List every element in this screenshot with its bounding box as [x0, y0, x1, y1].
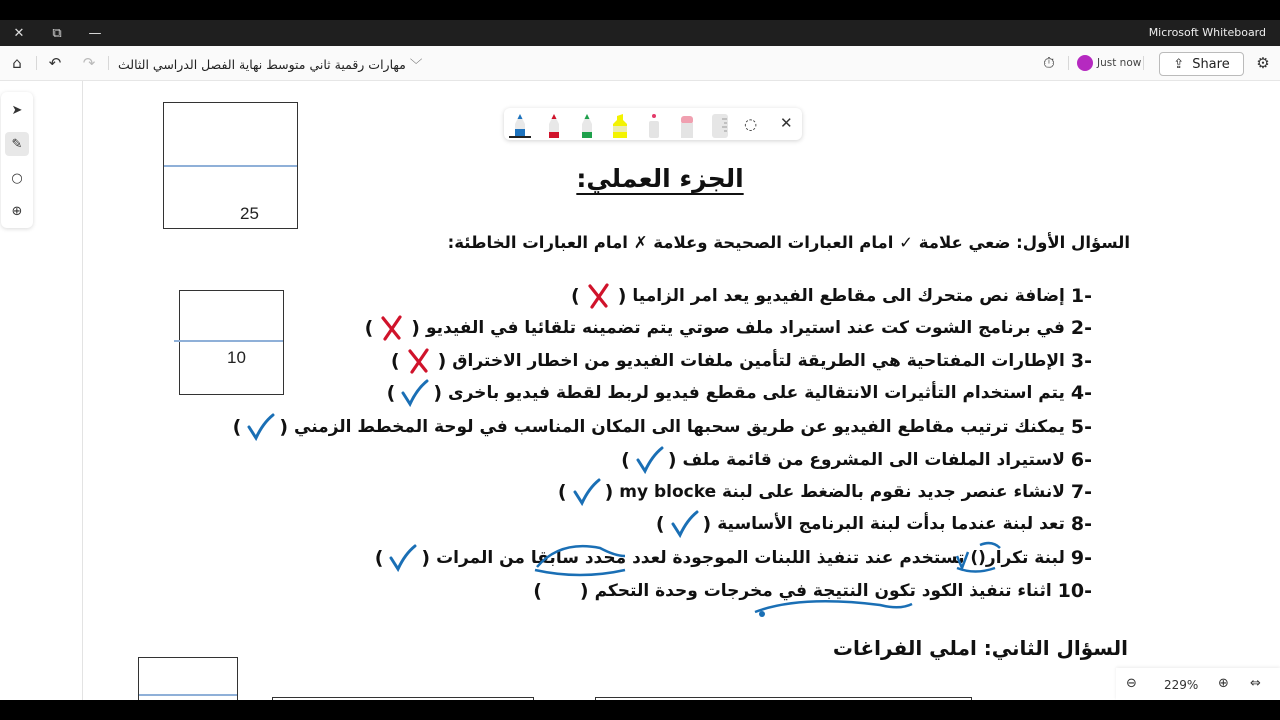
highlighter-icon[interactable]	[609, 112, 631, 138]
share-label: Share	[1192, 56, 1230, 72]
answer-slot[interactable]: ( )	[621, 446, 676, 474]
pen-tray	[504, 108, 802, 140]
minimize-icon: —	[88, 25, 102, 41]
score-total: 25	[240, 204, 259, 223]
settings-button[interactable]	[1254, 54, 1272, 72]
item-text: اثناء تنفيذ الكود تكون النتيجة في مخرجات وحدة التحكم	[594, 581, 1052, 601]
minimize-window-button[interactable]	[77, 20, 113, 46]
chevron-down-icon: ﹀	[405, 57, 423, 72]
item-text: تعد لبنة عندما بدأت لبنة البرنامج الأساسية	[717, 514, 1065, 534]
share-icon: ⇪	[1173, 56, 1185, 72]
statement-item	[387, 378, 1092, 408]
item-text: يمكنك ترتيب مقاطع الفيديو عن طريق سحبها الى المكان المناسب في لوحة المخطط الزمني	[294, 417, 1065, 437]
statement-item	[375, 543, 1092, 573]
answer-slot[interactable]: ( )	[387, 379, 442, 407]
comment-icon: ○	[11, 170, 23, 186]
check-mark-icon	[571, 478, 601, 506]
score-box[interactable]	[163, 102, 298, 229]
item-number: -5	[1070, 416, 1092, 438]
restore-window-button[interactable]	[39, 20, 75, 46]
item-text: يتم استخدام التأثيرات الانتقالية على مقطع فيديو لربط لقطة فيديو باخرى	[448, 383, 1065, 403]
redo-button[interactable]	[80, 54, 98, 72]
letterbox-bottom	[0, 700, 1280, 720]
home-icon: ⌂	[12, 54, 22, 72]
comment-tool-button[interactable]	[5, 166, 29, 190]
redo-icon: ↷	[82, 54, 96, 72]
question-1-instruction: السؤال الأول: ضعي علامة ✓ امام العبارات الصحيحة وعلامة ✗ امام العبارات الخاطئة:	[447, 233, 1130, 252]
statement-item	[533, 576, 1092, 606]
score-box[interactable]	[179, 290, 284, 395]
close-icon: ✕	[13, 25, 25, 41]
share-button[interactable]	[1159, 52, 1244, 76]
ink-dot	[759, 611, 765, 617]
green-pen-icon[interactable]	[576, 112, 598, 138]
item-text: لاستيراد الملفات الى المشروع من قائمة ملف	[682, 450, 1065, 470]
divider	[36, 56, 37, 70]
item-text: في برنامج الشوت كت عند استيراد ملف صوتي يتم تضمينه تلقائيا في الفيديو	[425, 318, 1065, 338]
save-status: Just now	[1097, 57, 1142, 69]
undo-icon: ↶	[48, 54, 62, 72]
pointer-icon: ➤	[11, 102, 23, 118]
answer-slot[interactable]: ( )	[391, 347, 446, 375]
item-number: -6	[1070, 449, 1092, 471]
add-button[interactable]	[5, 199, 29, 223]
statement-item	[621, 445, 1092, 475]
item-number: -8	[1070, 513, 1092, 535]
statement-item	[365, 313, 1092, 343]
timer-icon: ⏱	[1043, 54, 1055, 72]
pen-tool-button[interactable]	[5, 132, 29, 156]
answer-slot[interactable]: ( )	[233, 413, 288, 441]
item-number: -1	[1070, 285, 1092, 307]
item-number: -4	[1070, 382, 1092, 404]
check-mark-icon	[387, 544, 417, 572]
close-icon: ✕	[780, 114, 793, 132]
item-number: -3	[1070, 350, 1092, 372]
red-pen-icon[interactable]	[543, 112, 565, 138]
plus-circle-icon: ⊕	[11, 203, 23, 219]
lasso-select-button[interactable]	[744, 115, 757, 133]
check-mark-icon	[634, 446, 664, 474]
zoom-in-button[interactable]	[1218, 676, 1229, 691]
answer-slot[interactable]: ( )	[365, 314, 420, 342]
divider-line	[174, 340, 283, 342]
check-mark-icon	[245, 413, 275, 441]
left-tool-panel	[1, 92, 33, 228]
divider	[1068, 56, 1069, 70]
fit-to-screen-button[interactable]	[1250, 676, 1261, 691]
check-mark-icon	[669, 510, 699, 538]
blue-pen-icon[interactable]	[509, 112, 531, 138]
item-number: -10	[1057, 580, 1092, 602]
letterbox-top	[0, 0, 1280, 20]
laser-pointer-icon[interactable]	[643, 112, 665, 138]
board-title: مهارات رقمية ثاني متوسط نهاية الفصل الدراسي الثالث	[118, 57, 406, 72]
divider-line	[164, 165, 297, 167]
close-pen-tray-button[interactable]	[780, 114, 793, 132]
divider-line	[139, 694, 237, 696]
zoom-controls	[1116, 668, 1280, 700]
home-button[interactable]	[8, 54, 26, 72]
item-text: الإطارات المفتاحية هي الطريقة لتأمين ملفات الفيديو من اخطار الاختراق	[452, 351, 1065, 371]
zoom-out-button[interactable]	[1126, 676, 1137, 691]
check-mark-icon	[399, 379, 429, 407]
title-bar	[0, 20, 1280, 46]
question-2-heading: السؤال الثاني: املي الفراغات	[832, 636, 1128, 660]
close-window-button[interactable]	[1, 20, 37, 46]
section-heading: الجزء العملي:	[576, 164, 744, 193]
answer-slot[interactable]: ( )	[375, 544, 430, 572]
score-total: 10	[227, 348, 246, 367]
board-title-dropdown[interactable]	[118, 55, 422, 73]
zoom-out-icon: ⊖	[1126, 676, 1137, 691]
item-text: لبنة تكرار() تستخدم عند تنفيذ اللبنات الموجودة لعدد محدد سابقا من المرات	[436, 548, 1065, 568]
avatar[interactable]	[1077, 55, 1093, 71]
pen-icon: ✎	[11, 136, 23, 152]
answer-slot[interactable]: ( )	[571, 282, 626, 310]
app-title: Microsoft Whiteboard	[1148, 26, 1266, 39]
undo-button[interactable]	[46, 54, 64, 72]
zoom-in-icon: ⊕	[1218, 676, 1229, 691]
item-text: إضافة نص متحرك الى مقاطع الفيديو يعد امر الزاميا	[632, 286, 1065, 306]
statement-item	[558, 477, 1092, 507]
x-mark-icon	[584, 282, 614, 310]
statement-item	[571, 281, 1092, 311]
answer-slot[interactable]: ( )	[533, 577, 588, 605]
item-text: لانشاء عنصر جديد نقوم بالضغط على لبنة my blocke	[619, 482, 1065, 502]
restore-icon: ⧉	[52, 25, 62, 41]
select-tool-button[interactable]	[5, 98, 29, 122]
statement-item	[656, 509, 1092, 539]
item-number: -7	[1070, 481, 1092, 503]
gear-icon: ⚙	[1256, 54, 1270, 72]
top-toolbar	[0, 46, 1280, 81]
lasso-icon: ◌	[744, 115, 758, 133]
divider	[108, 56, 109, 70]
eraser-icon[interactable]	[676, 112, 698, 138]
item-number: -9	[1070, 547, 1092, 569]
item-number: -2	[1070, 317, 1092, 339]
timer-button[interactable]	[1040, 54, 1058, 72]
fit-screen-icon: ⇔	[1250, 676, 1261, 691]
x-mark-icon	[377, 314, 407, 342]
divider	[1143, 56, 1144, 70]
answer-slot[interactable]: ( )	[656, 510, 711, 538]
x-mark-icon	[404, 347, 434, 375]
answer-slot[interactable]: ( )	[558, 478, 613, 506]
zoom-level: 229%	[1164, 678, 1199, 692]
statement-item	[233, 412, 1092, 442]
empty-answer	[546, 577, 576, 605]
statement-item	[391, 346, 1092, 376]
ruler-icon[interactable]	[709, 112, 731, 138]
